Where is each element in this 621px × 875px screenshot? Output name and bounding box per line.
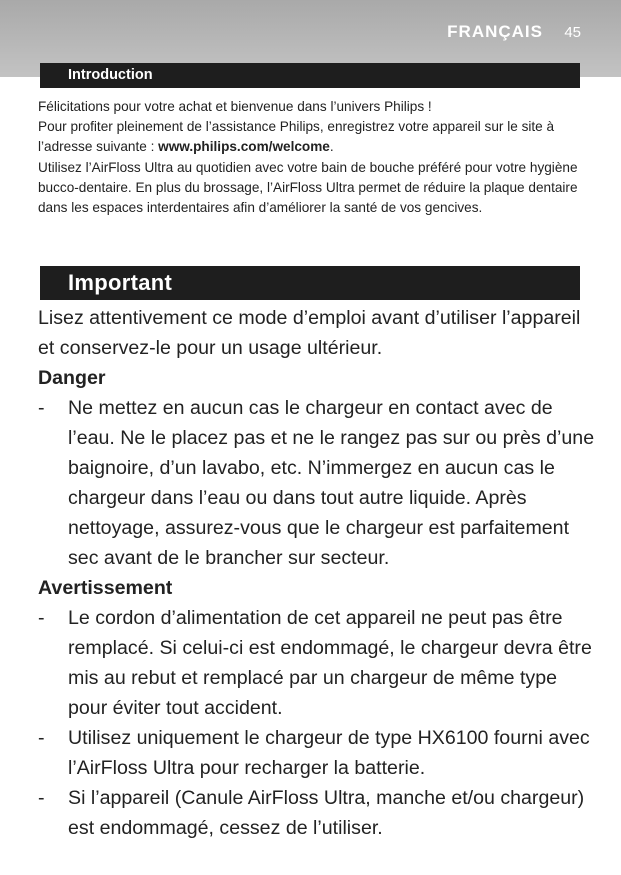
list-item xyxy=(38,393,598,573)
warning-item-3: Si l’appareil (Canule AirFloss Ultra, manche et/ou chargeur) est endommagé, cessez de l’utiliser. xyxy=(68,787,585,839)
intro-paragraph-2-end: . xyxy=(329,139,334,155)
list-item xyxy=(38,783,598,843)
section-title-important: Important xyxy=(40,266,580,300)
intro-paragraph-3: Utilisez l’AirFloss Ultra au quotidien avec votre bain de bouche préféré pour votre hygiène bucco-dentaire. En plus du brossage, l’AirFloss Ultra permet de réduire la plaque dentaire dans les espaces interdentaires afin d’améliorer la santé de vos gencives. xyxy=(38,159,578,216)
important-lead: Lisez attentivement ce mode d’emploi avant d’utiliser l’appareil et conservez-le pour un usage ultérieur. xyxy=(38,307,581,359)
language-label: FRANÇAIS xyxy=(447,22,543,41)
danger-item-1: Ne mettez en aucun cas le chargeur en contact avec de l’eau. Ne le placez pas et ne le rangez pas sur ou près d’une baignoire, d’un lavabo, etc. N’immergez en aucun cas le chargeur dans l’eau ou dans tout autre liquide. Après nettoyage, assurez-vous que le chargeur est parfaitement sec avant de le brancher sur secteur. xyxy=(68,397,595,569)
intro-paragraph-2 xyxy=(38,117,598,157)
page-number: 45 xyxy=(564,24,581,41)
bullet-dash: - xyxy=(38,787,45,809)
list-item xyxy=(38,723,598,783)
bullet-dash: - xyxy=(38,607,45,629)
bullet-dash: - xyxy=(38,397,45,419)
list-item xyxy=(38,603,598,723)
intro-paragraph-1: Félicitations pour votre achat et bienvenue dans l’univers Philips ! xyxy=(38,99,432,114)
philips-url: www.philips.com/welcome xyxy=(158,139,330,155)
bullet-dash: - xyxy=(38,727,45,749)
warning-item-1: Le cordon d’alimentation de cet appareil ne peut pas être remplacé. Si celui-ci est endommagé, le chargeur devra être mis au rebut et remplacé par un chargeur de même type pour éviter tout accident. xyxy=(68,607,592,719)
danger-heading: Danger xyxy=(38,367,106,389)
warning-heading: Avertissement xyxy=(38,577,173,599)
introduction-text xyxy=(38,97,598,218)
intro-paragraph-2-text: Pour profiter pleinement de l’assistance Philips, enregistrez votre appareil sur le site à l’adresse suivante : xyxy=(38,119,555,155)
section-title-introduction: Introduction xyxy=(40,63,580,88)
important-text xyxy=(38,303,598,843)
warning-item-2: Utilisez uniquement le chargeur de type HX6100 fourni avec l’AirFloss Ultra pour recharger la batterie. xyxy=(68,727,590,779)
